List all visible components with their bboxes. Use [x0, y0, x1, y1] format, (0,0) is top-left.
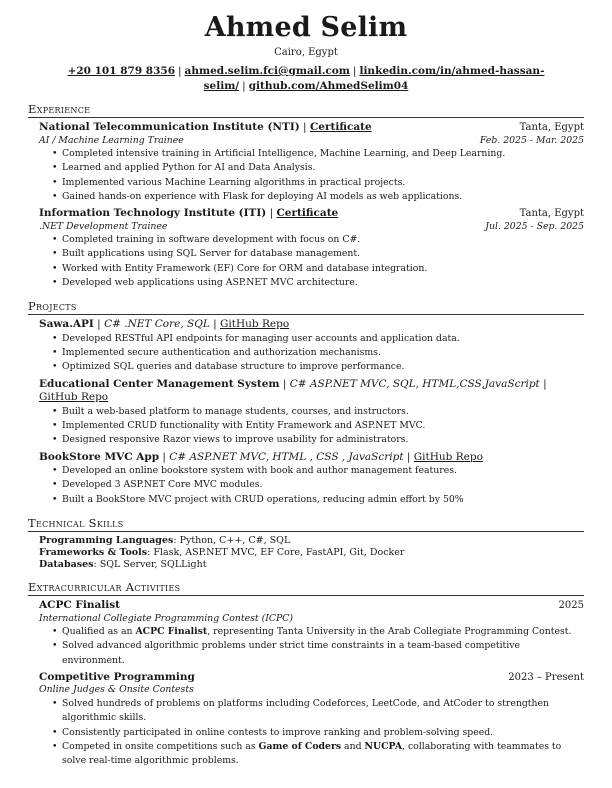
project-entry-sawa: Sawa.API | C# .NET Core, SQL | GitHub Repo • Developed RESTful API endpoints for managing user accounts and application data. • Implemented secure authentication and authorization mechanisms. • Optimized SQL queries and database structure to improve performance. [28, 318, 584, 374]
experience-section [28, 102, 584, 290]
experience-entry-nti: National Telecommunication Institute (NTI) | Certificate Tanta, Egypt AI / Machine Learning Trainee Feb. 2025 - Mar. 2025 • Completed intensive training in Artificial Intelligence, Machine Learning, and Deep Learning. • Learned and applied Python for AI and Data Analysis. • Implemented various Machine Learning algorithms in practical projects. • Gained hands-on experience with Flask for deploying AI models as web applications. [28, 121, 584, 204]
project-name: BookStore MVC App [39, 450, 160, 463]
resume-page [28, 12, 584, 771]
entry-location: Tanta, Egypt [519, 122, 584, 133]
linkedin-link[interactable]: linkedin.com/in/ahmed-hassan-selim/ [203, 65, 545, 92]
extracurricular-section [28, 580, 584, 768]
skills-value: Python, C++, C#, SQL [179, 535, 291, 547]
list-item: • Designed responsive Razor views to improve usability for administrators. [52, 433, 584, 447]
activity-entry-acpc [28, 599, 584, 668]
activity-date: 2023 – Present [508, 671, 584, 683]
list-item: • Optimized SQL queries and database structure to improve performance. [52, 360, 584, 374]
bullet-list [39, 405, 584, 448]
contact-line [28, 64, 584, 93]
bullet-list [39, 332, 584, 375]
list-item: • Implemented various Machine Learning algorithms in practical projects. [52, 176, 584, 190]
entry-role: .NET Development Trainee [39, 220, 168, 232]
skills-row: Databases: SQL Server, SQLLight [39, 559, 207, 571]
bullet-list [39, 464, 584, 507]
list-item: • Completed intensive training in Artificial Intelligence, Machine Learning, and Deep Learning. [52, 147, 584, 161]
skills-row: Frameworks & Tools: Flask, ASP.NET MVC, EF Core, FastAPI, Git, Docker [39, 547, 405, 559]
list-item: • Developed 3 ASP.NET Core MVC modules. [52, 478, 584, 492]
skills-section [28, 516, 584, 571]
section-title-skills: Technical Skills [28, 516, 584, 532]
separator: | [178, 65, 182, 77]
skills-label: Frameworks & Tools [39, 547, 148, 559]
bullet-list [39, 147, 584, 204]
separator: | [352, 65, 357, 77]
resume-name: Ahmed Selim [204, 12, 408, 43]
list-item: • Developed web applications using ASP.NET MVC architecture. [52, 276, 584, 290]
project-entry-bookstore: BookStore MVC App | C# ASP.NET MVC, HTML , CSS , JavaScript | GitHub Repo • Developed an online bookstore system with book and author management features. • Developed 3 ASP.NET Core MVC modules. • Built a BookStore MVC project with CRUD operations, reducing admin effort by 50% [28, 451, 584, 507]
list-item: • Built a BookStore MVC project with CRUD operations, reducing admin effort by 50% [52, 493, 584, 507]
list-item: • Built a web-based platform to manage students, courses, and instructors. [52, 405, 584, 419]
certificate-link[interactable]: Certificate [309, 121, 372, 133]
bullet-list [39, 697, 584, 768]
github-repo-link[interactable]: GitHub Repo [220, 318, 290, 331]
skills-label: Databases [39, 559, 94, 571]
github-repo-link[interactable]: GitHub Repo [413, 450, 483, 463]
entry-role: AI / Machine Learning Trainee [39, 134, 184, 146]
org-name: Information Technology Institute (ITI) [39, 207, 267, 220]
skills-value: SQL Server, SQLLight [99, 559, 207, 571]
project-entry-ecms: Educational Center Management System | C# ASP.NET MVC, SQL, HTML,CSS,JavaScript | GitHub Repo • Built a web-based platform to manage students, courses, and instructors. • Implemented CRUD functionality with Entity Framework and ASP.NET MVC. • Designed responsive Razor views to improve usability for administrators. [28, 378, 584, 448]
activity-title: Competitive Programming [39, 670, 195, 683]
project-name: Educational Center Management System [39, 377, 280, 390]
list-item: • Developed RESTful API endpoints for managing user accounts and application data. [52, 332, 584, 346]
phone-link[interactable]: +20 101 879 8356 [67, 65, 175, 77]
list-item: • Built applications using SQL Server for database management. [52, 247, 584, 261]
list-item: • Learned and applied Python for AI and Data Analysis. [52, 161, 584, 175]
list-item: • Developed an online bookstore system with book and author management features. [52, 464, 584, 478]
email-link[interactable]: ahmed.selim.fci@gmail.com [184, 65, 350, 77]
list-item: • Solved hundreds of problems on platforms including Codeforces, LeetCode, and AtCoder to strengthen algorithmic skills. [52, 697, 584, 726]
entry-dates: Feb. 2025 - Mar. 2025 [479, 134, 584, 146]
project-tech: C# ASP.NET MVC, SQL, HTML,CSS,JavaScript [289, 377, 540, 390]
bullet-list [39, 625, 584, 668]
section-title-experience: Experience [28, 102, 584, 118]
certificate-link[interactable]: Certificate [276, 207, 339, 220]
skills-label: Programming Languages [39, 535, 174, 547]
separator: | [242, 79, 246, 92]
activity-title: ACPC Finalist [39, 599, 121, 612]
project-tech: C# ASP.NET MVC, HTML , CSS , JavaScript [169, 450, 404, 463]
experience-entry-iti: Information Technology Institute (ITI) | Certificate Tanta, Egypt .NET Development Trainee Jul. 2025 - Sep. 2025 • Completed training in software development with focus on C#. • Built applications using SQL Server for database management. • Worked with Entity Framework (EF) Core for ORM and database integration. • Developed web applications using ASP.NET MVC architecture. [28, 207, 584, 290]
bullet-list [39, 233, 584, 290]
skills-list [28, 535, 584, 571]
section-title-extracurricular: Extracurricular Activities [28, 580, 584, 596]
list-item: • Gained hands-on experience with Flask for deploying AI models as web applications. [52, 190, 584, 204]
resume-location: Cairo, Egypt [274, 47, 338, 58]
activity-date: 2025 [558, 600, 584, 612]
list-item: • Qualified as an ACPC Finalist, representing Tanta University in the Arab Collegiate Programming Contest. [52, 625, 584, 639]
list-item: • Worked with Entity Framework (EF) Core for ORM and database integration. [52, 262, 584, 276]
activity-subtitle: International Collegiate Programming Contest (ICPC) [39, 612, 293, 624]
github-repo-link[interactable]: GitHub Repo [39, 391, 109, 404]
list-item: • Implemented secure authentication and authorization mechanisms. [52, 346, 584, 360]
skills-row: Programming Languages: Python, C++, C#, SQL [39, 535, 291, 547]
activity-entry-cp [28, 671, 584, 768]
entry-dates: Jul. 2025 - Sep. 2025 [485, 220, 584, 232]
org-name: National Telecommunication Institute (NTI) [39, 121, 300, 133]
list-item: • Completed training in software development with focus on C#. [52, 233, 584, 247]
list-item: • Solved advanced algorithmic problems under strict time constraints in a team-based competitive environment. [52, 639, 584, 668]
list-item: • Competed in onsite competitions such as Game of Coders and NUCPA, collaborating with teammates to solve real-time algorithmic problems. [52, 740, 584, 769]
list-item: • Consistently participated in online contests to improve ranking and problem-solving speed. [52, 726, 584, 740]
project-name: Sawa.API [39, 318, 94, 331]
entry-location: Tanta, Egypt [519, 208, 584, 220]
activity-subtitle: Online Judges & Onsite Contests [39, 684, 194, 696]
skills-value: Flask, ASP.NET MVC, EF Core, FastAPI, Git, Docker [153, 547, 405, 559]
github-link[interactable]: github.com/AhmedSelim04 [248, 79, 409, 92]
project-tech: C# .NET Core, SQL [104, 318, 210, 331]
section-title-projects: Projects [28, 299, 584, 315]
list-item: • Implemented CRUD functionality with Entity Framework and ASP.NET MVC. [52, 419, 584, 433]
projects-section [28, 299, 584, 507]
